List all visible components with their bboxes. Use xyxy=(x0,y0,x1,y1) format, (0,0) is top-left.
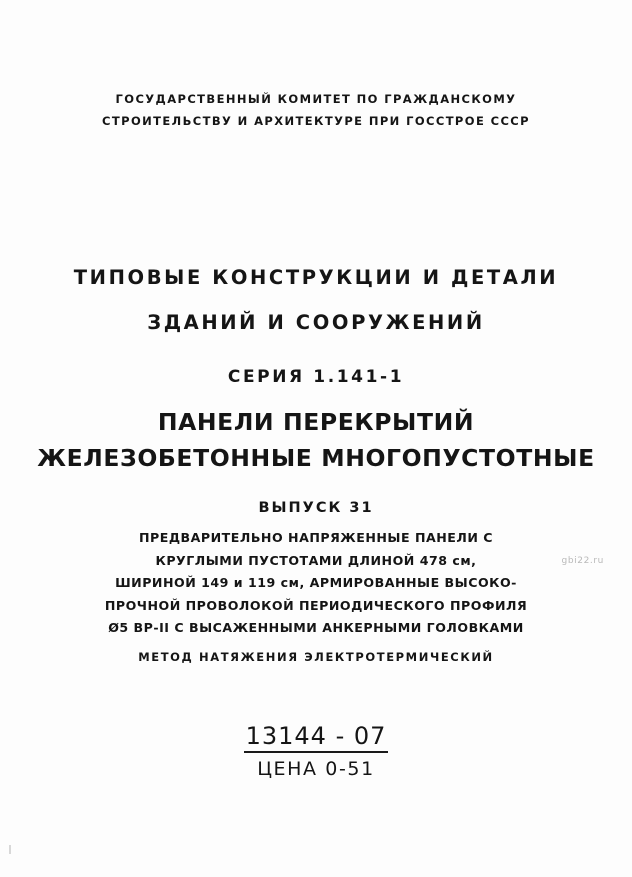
document-price: ЦЕНА 0-51 xyxy=(257,758,375,780)
issue-value: ВЫПУСК 31 xyxy=(258,500,374,516)
watermark: gbi22.ru xyxy=(561,556,604,566)
scan-speck xyxy=(9,845,11,854)
code-block xyxy=(0,722,632,780)
description-line-2: КРУГЛЫМИ ПУСТОТАМИ ДЛИНОЙ 478 см, xyxy=(155,552,477,568)
panels-heading xyxy=(0,404,632,476)
description-line-4: ПРОЧНОЙ ПРОВОЛОКОЙ ПЕРИОДИЧЕСКОГО ПРОФИЛЯ xyxy=(104,597,528,613)
agency-header xyxy=(0,88,632,132)
main-title-line-2: ЗДАНИЙ И СООРУЖЕНИЙ xyxy=(147,311,485,334)
document-code: 13144 - 07 xyxy=(244,722,389,753)
series-value: СЕРИЯ 1.141-1 xyxy=(227,367,405,387)
panels-line-1: ПАНЕЛИ ПЕРЕКРЫТИЙ xyxy=(157,408,475,436)
document-code-wrapper xyxy=(0,722,632,753)
method-value: МЕТОД НАТЯЖЕНИЯ ЭЛЕКТРОТЕРМИЧЕСКИЙ xyxy=(138,650,494,664)
description-paragraph xyxy=(0,527,632,640)
agency-line-1: ГОСУДАРСТВЕННЫЙ КОМИТЕТ ПО ГРАЖДАНСКОМУ xyxy=(115,92,517,106)
main-title xyxy=(0,255,632,345)
agency-line-2: СТРОИТЕЛЬСТВУ И АРХИТЕКТУРЕ ПРИ ГОССТРОЕ СССР xyxy=(102,114,530,128)
method-note xyxy=(0,650,632,664)
description-line-5: Ø5 ВР-II С ВЫСАЖЕННЫМИ АНКЕРНЫМИ ГОЛОВКАМИ xyxy=(108,620,524,635)
description-line-3: ШИРИНОЙ 149 и 119 см, АРМИРОВАННЫЕ ВЫСОКО- xyxy=(115,575,517,590)
main-title-line-1: ТИПОВЫЕ КОНСТРУКЦИИ И ДЕТАЛИ xyxy=(73,266,559,289)
issue-label xyxy=(0,500,632,516)
series-label xyxy=(0,367,632,387)
panels-line-2: ЖЕЛЕЗОБЕТОННЫЕ МНОГОПУСТОТНЫЕ xyxy=(37,444,595,472)
description-line-1: ПРЕДВАРИТЕЛЬНО НАПРЯЖЕННЫЕ ПАНЕЛИ С xyxy=(138,530,494,545)
